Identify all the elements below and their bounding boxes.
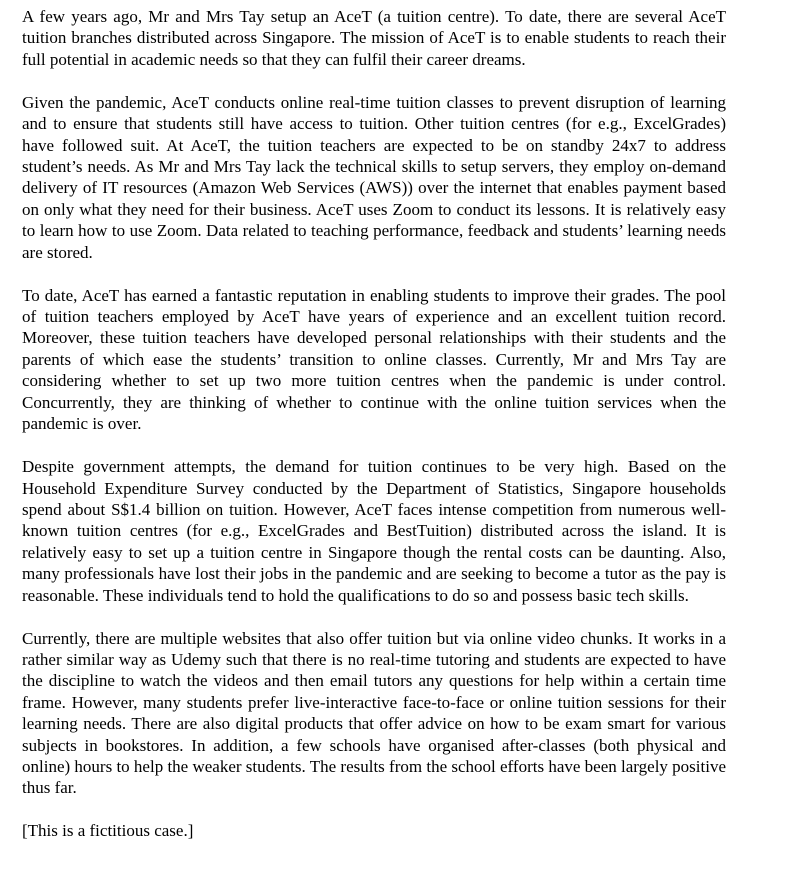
paragraph-disclaimer: [This is a fictitious case.] — [22, 821, 194, 841]
paragraph-competition: Despite government attempts, the demand for tuition continues to be very high. Based on the Household Expenditure Survey conducted by the Department of Statistics, Singapore households spend about S$1.4 billion on tuition. However, AceT faces intense competition from numerous well-known tuition centres (for e.g., ExcelGrades and BestTuition) distributed across the island. It is relatively easy to set up a tuition centre in Singapore though the rental costs can be daunting. Also, many professionals have lost their jobs in the pandemic and are seeking to become a tutor as the pay is reasonable. These individuals tend to hold the qualifications to do so and possess basic tech skills. — [22, 457, 726, 605]
document-body — [22, 6, 726, 842]
paragraph-alternatives: Currently, there are multiple websites that also offer tuition but via online video chunks. It works in a rather similar way as Udemy such that there is no real-time tutoring and students are expected to have the discipline to watch the videos and then email tutors any questions for help within a certain time frame. However, many students prefer live-interactive face-to-face or online tuition sessions for their learning needs. There are also digital products that offer advice on how to be exam smart for various subjects in bookstores. In addition, a few schools have organised after-classes (both physical and online) hours to help the weaker students. The results from the school efforts have been largely positive thus far. — [22, 628, 726, 798]
paragraph-intro: A few years ago, Mr and Mrs Tay setup an AceT (a tuition centre). To date, there are several AceT tuition branches distributed across Singapore. The mission of AceT is to enable students to reach their full potential in academic needs so that they can fulfil their career dreams. — [22, 7, 726, 69]
paragraph-pandemic-online: Given the pandemic, AceT conducts online real-time tuition classes to prevent disruption of learning and to ensure that students still have access to tuition. Other tuition centres (for e.g., ExcelGrades) have followed suit. At AceT, the tuition teachers are expected to be on standby 24x7 to address student’s needs. As Mr and Mrs Tay lack the technical skills to setup servers, they employ on-demand delivery of IT resources (Amazon Web Services (AWS)) over the internet that enables payment based on only what they need for their business. AceT uses Zoom to conduct its lessons. It is relatively easy to learn how to use Zoom. Data related to teaching performance, feedback and students’ learning needs are stored. — [22, 92, 726, 262]
paragraph-reputation: To date, AceT has earned a fantastic reputation in enabling students to improve their grades. The pool of tuition teachers employed by AceT have years of experience and an excellent tuition record. Moreover, these tuition teachers have developed personal relationships with their students and the parents of which ease the students’ transition to online classes. Currently, Mr and Mrs Tay are considering whether to set up two more tuition centres when the pandemic is under control. Concurrently, they are thinking of whether to continue with the online tuition services when the pandemic is over. — [22, 285, 726, 434]
